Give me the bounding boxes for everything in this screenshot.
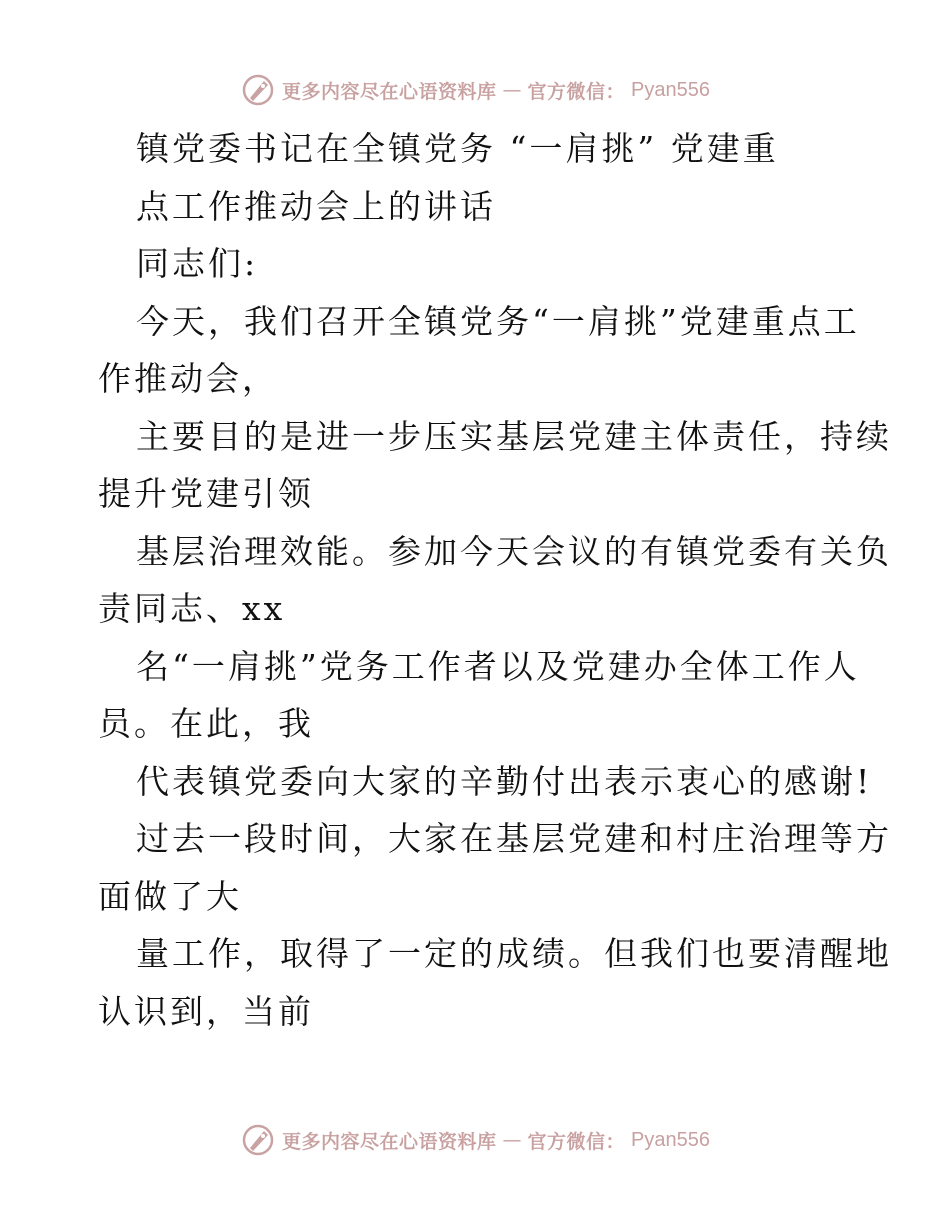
document-title-line: 镇党委书记在全镇党务 “一肩挑” 党建重 bbox=[136, 129, 779, 168]
paragraph-line: 提升党建引领 bbox=[98, 474, 314, 513]
watermark-brand: 更多内容尽在心语资料库 bbox=[282, 1130, 497, 1153]
pen-nib-circle-icon bbox=[240, 72, 276, 108]
paragraph-line: 过去一段时间，大家在基层党建和村庄治理等方 bbox=[136, 819, 892, 858]
footer-watermark bbox=[0, 1120, 950, 1160]
watermark-separator: — bbox=[502, 1129, 522, 1151]
paragraph-line: 今天，我们召开全镇党务“一肩挑”党建重点工 bbox=[136, 301, 860, 341]
paragraph-line: 主要目的是进一步压实基层党建主体责任，持续 bbox=[136, 416, 892, 456]
paragraph-line: 面做了大 bbox=[98, 876, 242, 916]
paragraph-line: 代表镇党委向大家的辛勤付出表示衷心的感谢! bbox=[136, 761, 873, 801]
paragraph-line: 基层治理效能。参加今天会议的有镇党委有关负 bbox=[136, 531, 892, 571]
watermark-brand: 更多内容尽在心语资料库 bbox=[282, 80, 497, 103]
paragraph-line: 责同志、xx bbox=[98, 589, 286, 628]
watermark-channel: 官方微信： bbox=[527, 1130, 626, 1153]
pen-nib-circle-icon bbox=[240, 1122, 276, 1158]
watermark-id: Pyan556 bbox=[631, 78, 710, 101]
paragraph-line: 认识到，当前 bbox=[98, 991, 314, 1031]
paragraph-line: 名“一肩挑”党务工作者以及党建办全体工作人 bbox=[136, 646, 860, 686]
paragraph-line: 员。在此，我 bbox=[98, 704, 314, 743]
paragraph-line: 量工作，取得了一定的成绩。但我们也要清醒地 bbox=[136, 934, 892, 973]
document-title-line: 点工作推动会上的讲话 bbox=[136, 186, 496, 226]
watermark-separator: — bbox=[502, 79, 522, 101]
document-body bbox=[98, 120, 892, 1040]
header-watermark bbox=[0, 70, 950, 110]
watermark-channel: 官方微信： bbox=[527, 80, 626, 103]
paragraph-line: 同志们: bbox=[136, 244, 259, 283]
paragraph-line: 作推动会， bbox=[98, 359, 278, 398]
watermark-id: Pyan556 bbox=[631, 1128, 710, 1151]
